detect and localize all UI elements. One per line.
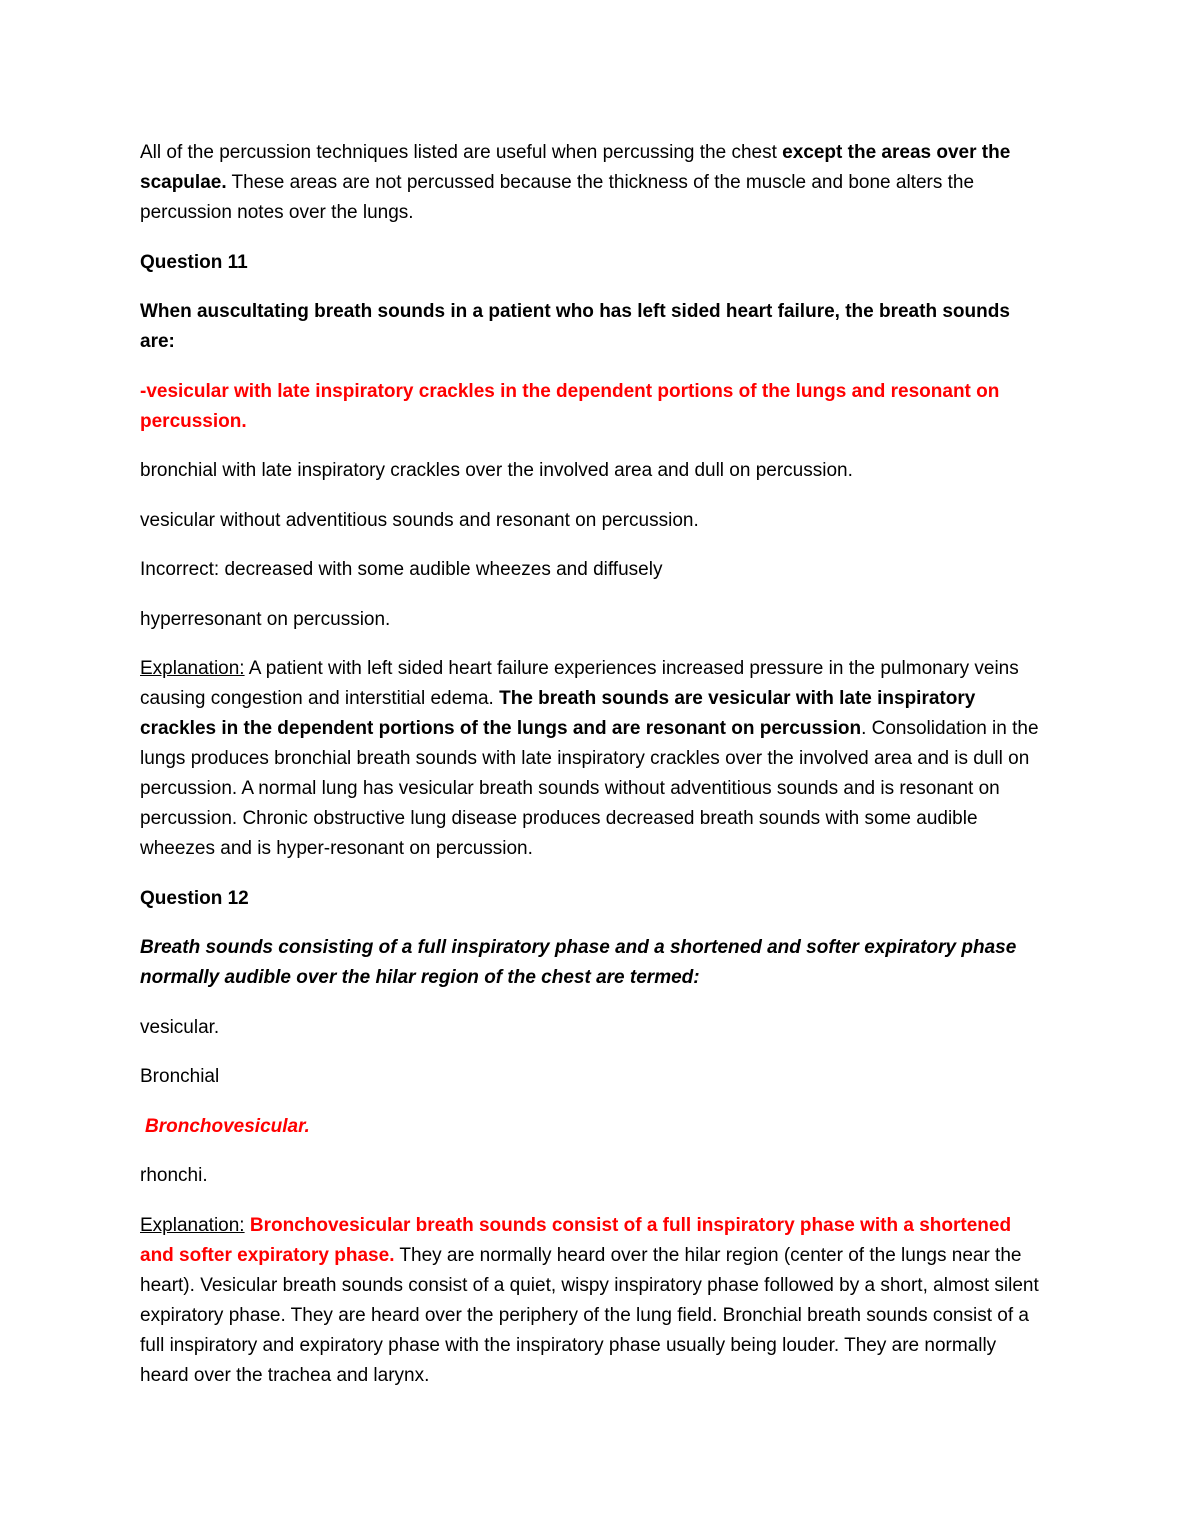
question-11-option: vesicular without adventitious sounds and resonant on percussion. <box>140 509 699 531</box>
question-12-prompt: Breath sounds consisting of a full inspiratory phase and a shortened and softer expiratory phase normally audible over the hilar region of the chest are termed: <box>140 937 1017 988</box>
question-11-prompt: When auscultating breath sounds in a patient who has left sided heart failure, the breath sounds are: <box>140 301 1010 352</box>
explanation-bold-text: The breath sounds are vesicular with late inspiratory crackles in the dependent portions of the lungs and are resonant on percussion <box>140 688 976 739</box>
question-12-option-correct: Bronchovesicular. <box>145 1115 310 1137</box>
question-12-heading: Question 12 <box>140 887 249 909</box>
explanation-red-text: Bronchovesicular breath sounds consist of a full inspiratory phase with a shortened and softer expiratory phase. <box>140 1214 1012 1266</box>
intro-text-1: All of the percussion techniques listed are useful when percussing the chest <box>140 142 783 163</box>
question-11-option-continuation: hyperresonant on percussion. <box>140 608 391 630</box>
question-11-heading: Question 11 <box>140 251 248 273</box>
document-page <box>140 138 1040 1410</box>
question-11-option-incorrect: Incorrect: decreased with some audible wheezes and diffusely <box>140 559 663 580</box>
question-12-option: Bronchial <box>140 1066 220 1087</box>
question-12-option: vesicular. <box>140 1016 220 1038</box>
explanation-text-2: . Consolidation in the lungs produces bronchial breath sounds with late inspiratory crackles over the involved area and is dull on percussion. A normal lung has vesicular breath sounds without adventitious sounds and is resonant on percussion. Chronic obstructive lung disease produces decreased breath sounds with some audible wheezes and is hyper-resonant on percussion. <box>140 718 1039 859</box>
explanation-text: They are normally heard over the hilar region (center of the lungs near the heart). Vesicular breath sounds consist of a quiet, wispy inspiratory phase followed by a short, almost silent expiratory phase. They are heard over the periphery of the lung field. Bronchial breath sounds consist of a full inspiratory and expiratory phase with the inspiratory phase usually being louder. They are normally heard over the trachea and larynx. <box>140 1244 1039 1386</box>
intro-text-2: These areas are not percussed because the thickness of the muscle and bone alters the percussion notes over the lungs. <box>140 172 975 223</box>
question-12-option: rhonchi. <box>140 1165 208 1186</box>
explanation-label: Explanation: <box>140 658 245 679</box>
question-11-option-correct: -vesicular with late inspiratory crackles in the dependent portions of the lungs and resonant on percussion. <box>140 380 1000 432</box>
intro-bold-text: except the areas over the scapulae. <box>140 142 1011 193</box>
question-11-explanation <box>140 654 1040 864</box>
question-12-explanation <box>140 1211 1040 1391</box>
question-11-option: bronchial with late inspiratory crackles over the involved area and dull on percussion. <box>140 460 853 481</box>
intro-paragraph <box>140 138 1040 228</box>
explanation-label: Explanation: <box>140 1214 245 1236</box>
explanation-text-1: A patient with left sided heart failure experiences increased pressure in the pulmonary veins causing congestion and interstitial edema. <box>140 658 1019 709</box>
